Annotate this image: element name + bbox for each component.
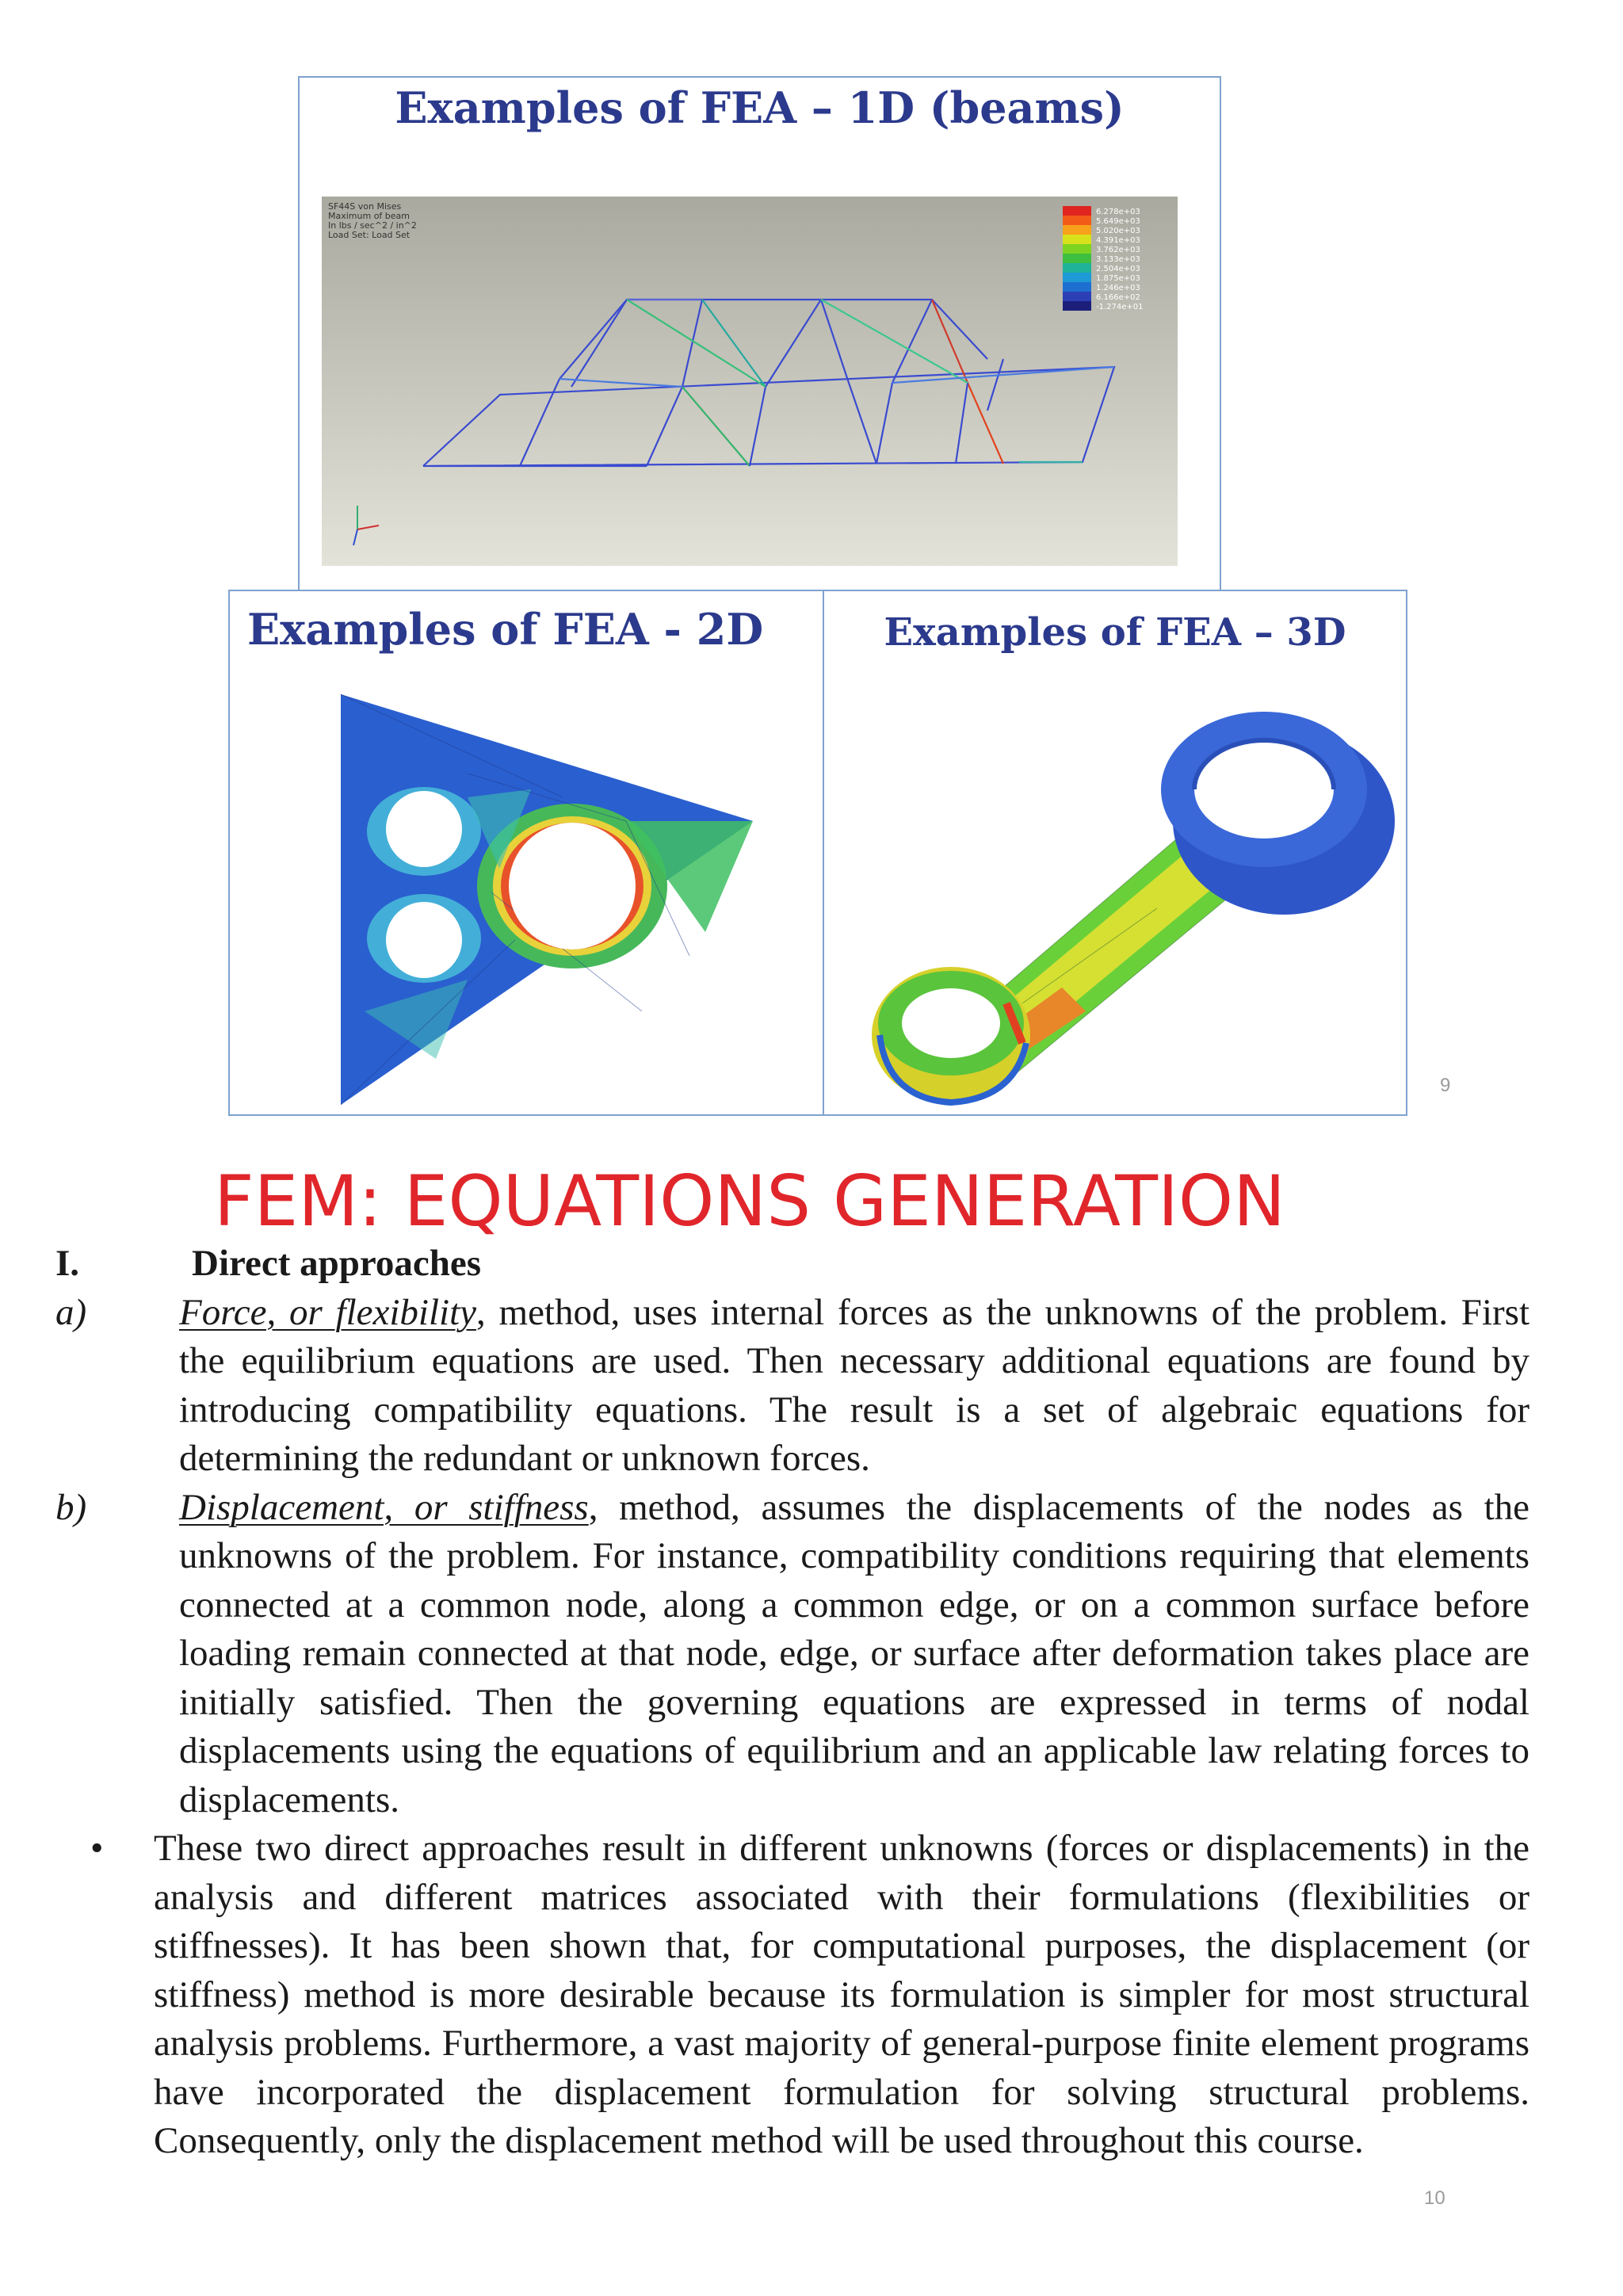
item-marker: b) xyxy=(55,1486,87,1528)
item-text: , method, assumes the displacements of the nodes as the unknowns of the problem. For instance, compatibility conditions requiring that elements connected at a common node, along a common edge, or on a common surface before loading remain connected at that node, edge, or surface after deformation takes place are initially satisfied. Then the governing equations are expressed in terms of nodal displacements using the equations of equilibrium and an applicable law relating forces to displacements. xyxy=(179,1486,1529,1820)
legend-value: 3.133e+03 xyxy=(1096,255,1140,264)
fea-1d-panel xyxy=(298,76,1221,594)
bullet-paragraph xyxy=(55,1824,1529,2166)
legend-value: 1.875e+03 xyxy=(1096,274,1140,283)
list-item-displacement-method xyxy=(55,1484,1529,1825)
term-displacement-stiffness: Displacement, or stiffness xyxy=(179,1486,589,1528)
legend-swatch xyxy=(1063,263,1091,273)
legend-value: 3.762e+03 xyxy=(1096,246,1140,254)
section-numeral: I. xyxy=(55,1243,80,1284)
beam-truss-figure xyxy=(322,197,1178,566)
legend-swatch xyxy=(1063,206,1091,216)
legend-value: 6.278e+03 xyxy=(1096,208,1140,216)
legend-value: 4.391e+03 xyxy=(1096,236,1140,245)
legend-value: -1.274e+01 xyxy=(1096,303,1144,311)
legend-value: 5.020e+03 xyxy=(1096,227,1140,235)
legend-swatch xyxy=(1063,273,1091,282)
legend-swatch xyxy=(1063,301,1091,311)
legend-swatch xyxy=(1063,254,1091,263)
section-title: Direct approaches xyxy=(192,1243,482,1284)
fea-1d-title: Examples of FEA – 1D (beams) xyxy=(395,82,1125,133)
legend-swatch xyxy=(1063,235,1091,244)
legend-value: 2.504e+03 xyxy=(1096,265,1140,273)
legend-header-line: Maximum of beam xyxy=(328,211,411,221)
legend-swatch xyxy=(1063,225,1091,235)
page-number-10: 10 xyxy=(1424,2187,1445,2209)
legend-value: 5.649e+03 xyxy=(1096,217,1140,226)
page-number-9: 9 xyxy=(1440,1075,1451,1096)
page-heading: FEM: EQUATIONS GENERATION xyxy=(214,1160,1286,1242)
fea-3d-title: Examples of FEA – 3D xyxy=(884,610,1346,655)
list-item-force-method xyxy=(55,1289,1529,1484)
fea-3d-panel xyxy=(823,590,1407,1116)
legend-header-line: Load Set: Load Set xyxy=(328,230,411,240)
term-force-flexibility: Force, or flexibility xyxy=(179,1291,477,1333)
legend-header-line: SF44S von Mises xyxy=(328,201,402,212)
section-heading xyxy=(55,1240,1529,1289)
bullet-text: These two direct approaches result in different unknowns (forces or displacements) in the analysis and different matrices associated with their formulations (flexibilities or stiffnesses). It has been shown that, for computational purposes, the displacement (or stiffness) method is more desirable because its formulation is simpler for most structural analysis problems. Furthermore, a vast majority of general-purpose finite element programs have incorporated the displacement formulation for solving structural problems. Consequently, only the displacement method will be used throughout this course. xyxy=(154,1828,1529,2161)
legend-swatch xyxy=(1063,282,1091,292)
bullet-symbol: • xyxy=(90,1828,104,1869)
legend-swatch xyxy=(1063,244,1091,254)
legend-swatch xyxy=(1063,292,1091,301)
content-body xyxy=(55,1240,1529,2166)
color-legend xyxy=(1063,206,1144,311)
legend-header-line: In lbs / sec^2 / in^2 xyxy=(328,220,417,231)
connecting-rod-figure xyxy=(824,670,1407,1114)
legend-value: 1.246e+03 xyxy=(1096,284,1140,292)
item-marker: a) xyxy=(55,1291,87,1333)
plate-stress-figure xyxy=(230,678,824,1114)
legend-value: 6.166e+02 xyxy=(1096,293,1140,302)
item-text: , method, uses internal forces as the unknowns of the problem. First the equilibrium equations are used. Then necessary additional equations are found by introducing compatibility equations. The result is a set of algebraic equations for determining the redundant or unknown forces. xyxy=(179,1291,1529,1479)
legend-swatch xyxy=(1063,216,1091,225)
fea-2d-title: Examples of FEA - 2D xyxy=(247,604,764,655)
fea-2d-panel xyxy=(228,590,824,1116)
